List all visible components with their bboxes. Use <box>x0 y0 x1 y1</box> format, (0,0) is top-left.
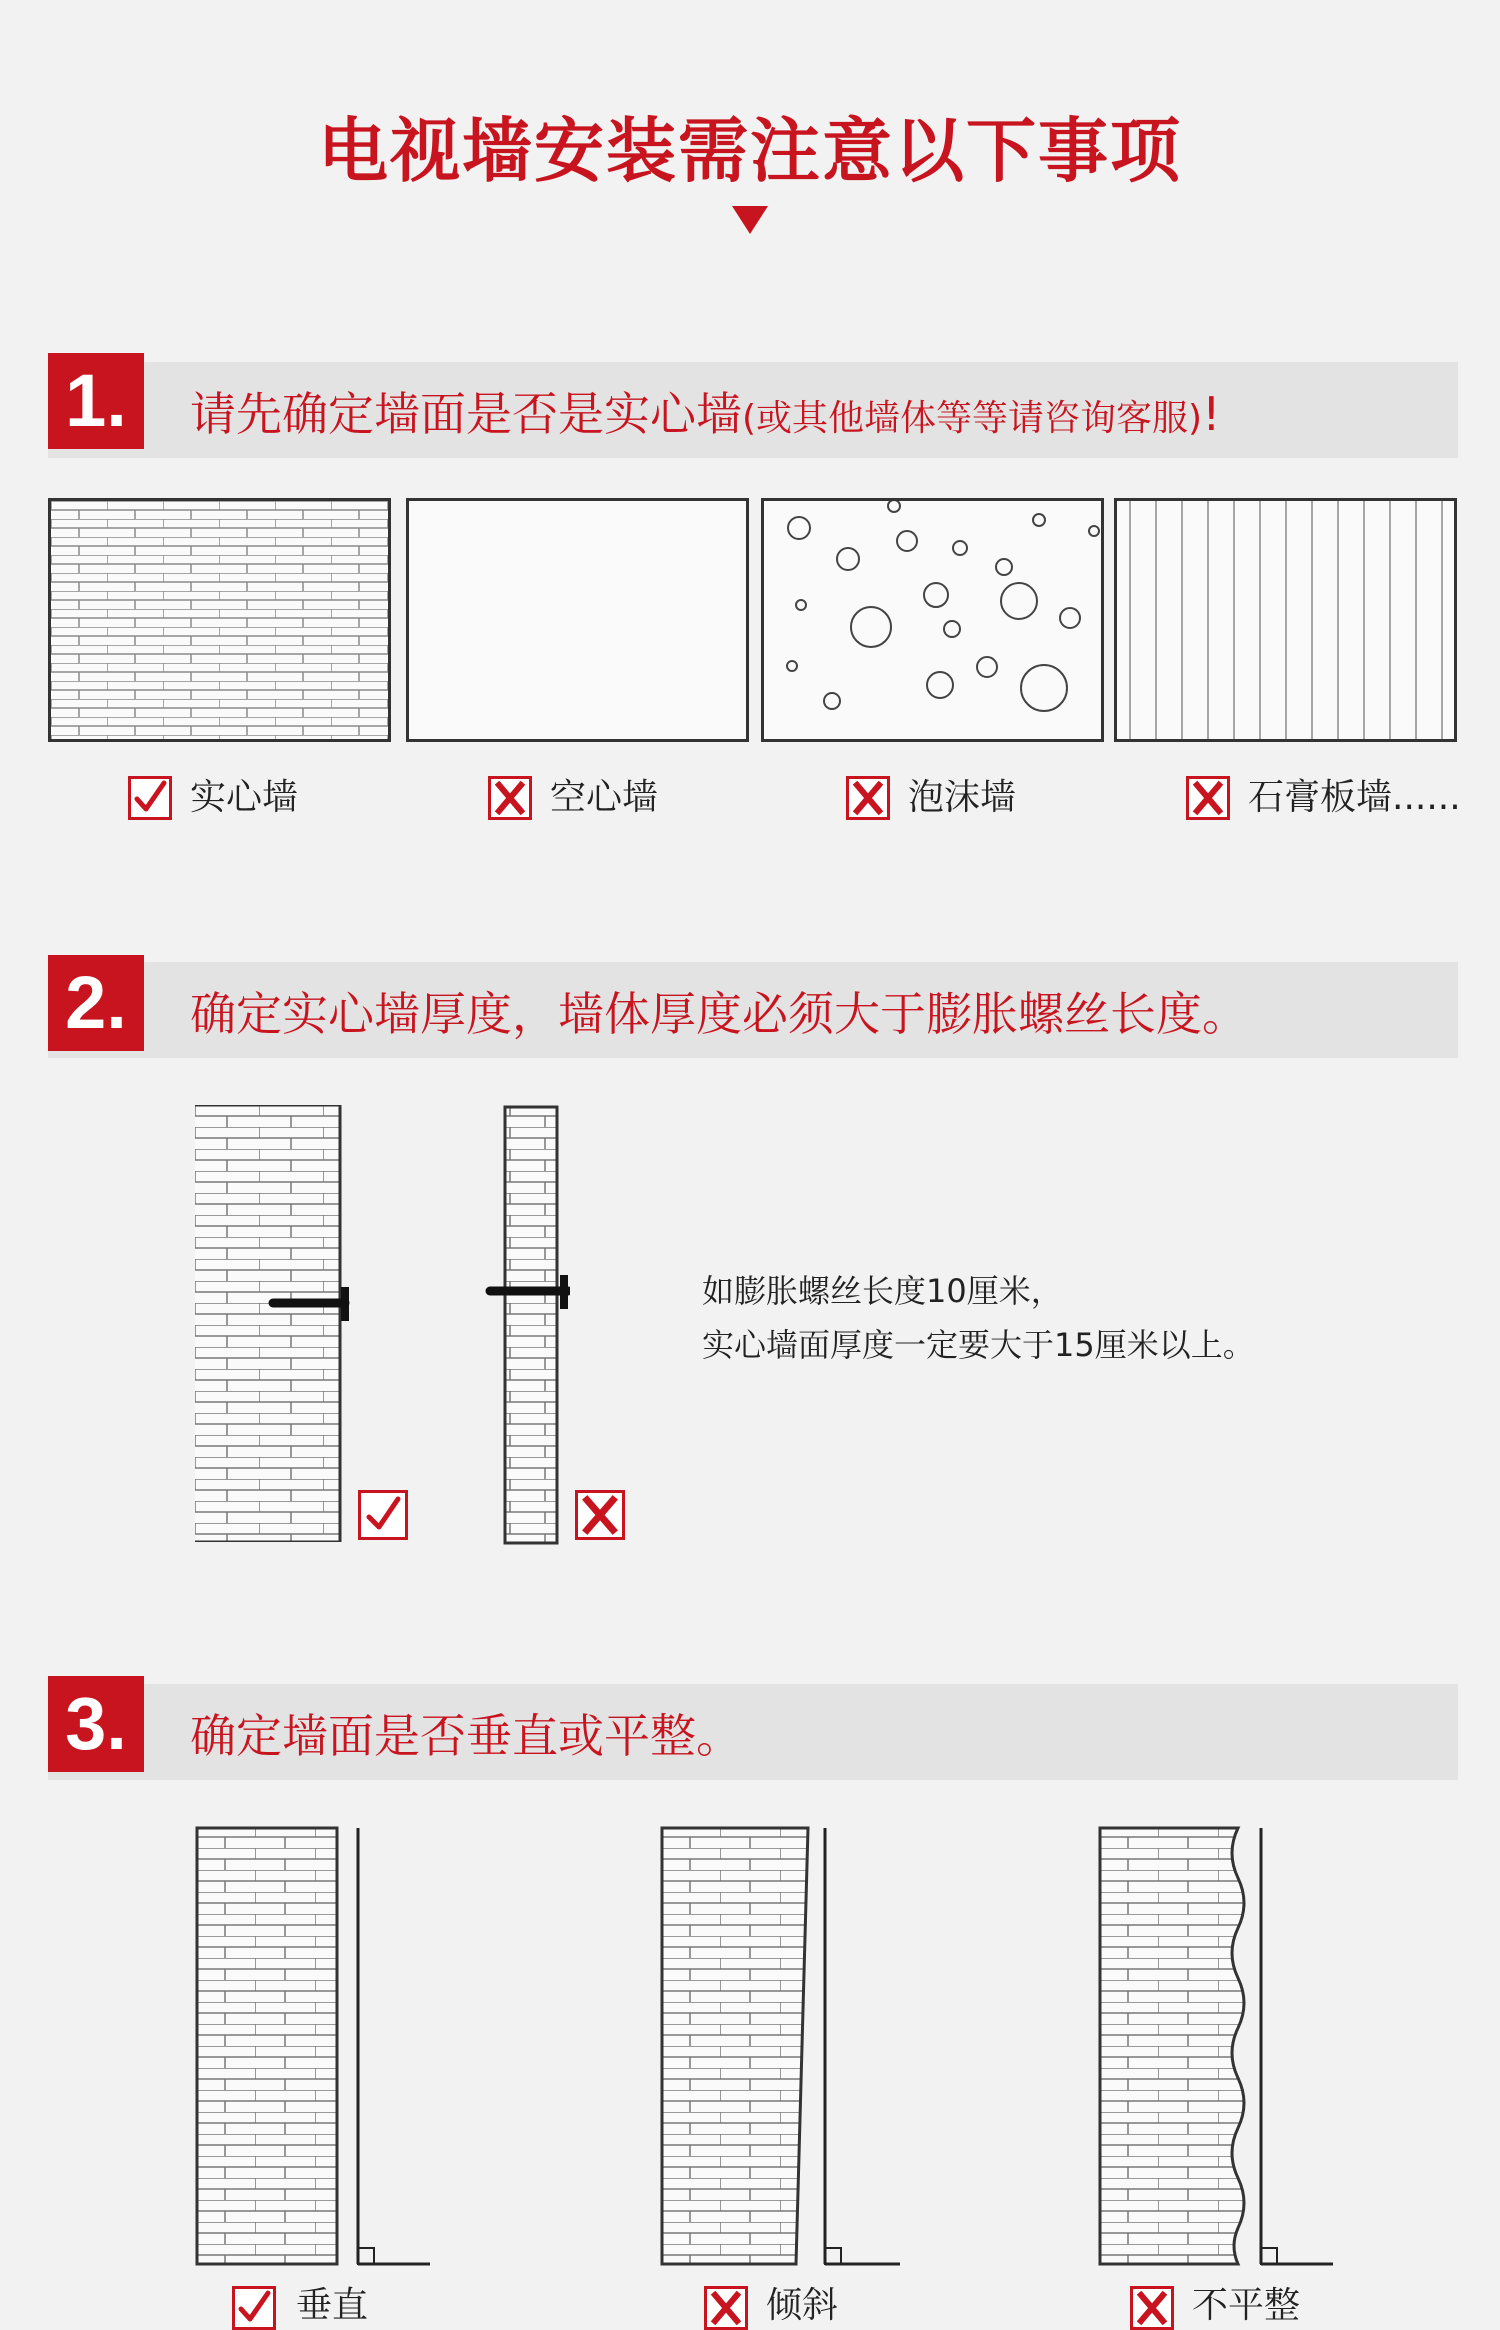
option-label-solid-wall: 实心墙 <box>190 777 299 818</box>
gypsum-stripes-pattern <box>1117 501 1454 739</box>
section-1-number: 1. <box>48 353 144 449</box>
option-label-foam-wall: 泡沫墙 <box>908 777 1017 818</box>
triangle-down-icon <box>732 206 768 234</box>
uneven-wall-diagram <box>1098 1826 1348 2266</box>
option-label-gypsum-wall: 石膏板墙...... <box>1248 777 1461 818</box>
check-icon <box>232 2286 276 2330</box>
section-2-number: 2. <box>48 955 144 1051</box>
vertical-wall-diagram <box>195 1826 435 2266</box>
solid-wall-panel <box>48 498 391 742</box>
cross-icon <box>488 776 532 820</box>
hollow-wall-panel <box>406 498 749 742</box>
foam-bubbles-pattern <box>764 501 1101 739</box>
check-icon <box>128 776 172 820</box>
gypsum-wall-panel <box>1114 498 1457 742</box>
page-title: 电视墙安装需注意以下事项 <box>318 110 1182 192</box>
cross-icon <box>704 2286 748 2330</box>
section-1-heading-note: (或其他墙体等等请咨询客服) <box>742 398 1203 439</box>
cross-icon <box>1130 2286 1174 2330</box>
brick-pattern <box>51 501 388 739</box>
option-label-tilted: 倾斜 <box>766 2285 839 2326</box>
section-1-heading <box>190 366 1221 467</box>
cross-icon <box>1186 776 1230 820</box>
option-label-uneven: 不平整 <box>1192 2285 1301 2326</box>
tilted-wall-diagram <box>660 1826 910 2266</box>
section-2-heading: 确定实心墙厚度，墙体厚度必须大于膨胀螺丝长度。 <box>190 987 1248 1041</box>
check-icon <box>358 1490 408 1540</box>
foam-wall-panel <box>761 498 1104 742</box>
option-label-hollow-wall: 空心墙 <box>550 777 659 818</box>
thick-wall-diagram <box>195 1105 340 1542</box>
screw-length-note-line2: 实心墙面厚度一定要大于15厘米以上。 <box>702 1326 1255 1364</box>
option-label-vertical: 垂直 <box>296 2285 369 2326</box>
screw-length-note-line1: 如膨胀螺丝长度10厘米， <box>702 1272 1063 1310</box>
cross-icon <box>575 1490 625 1540</box>
cross-icon <box>846 776 890 820</box>
section-3-heading: 确定墙面是否垂直或平整。 <box>190 1709 742 1763</box>
section-1-heading-text: 请先确定墙面是否是实心墙 <box>190 387 742 441</box>
thin-wall-diagram <box>480 1105 570 1545</box>
section-3-number: 3. <box>48 1676 144 1772</box>
section-1-heading-end: ! <box>1202 387 1221 441</box>
